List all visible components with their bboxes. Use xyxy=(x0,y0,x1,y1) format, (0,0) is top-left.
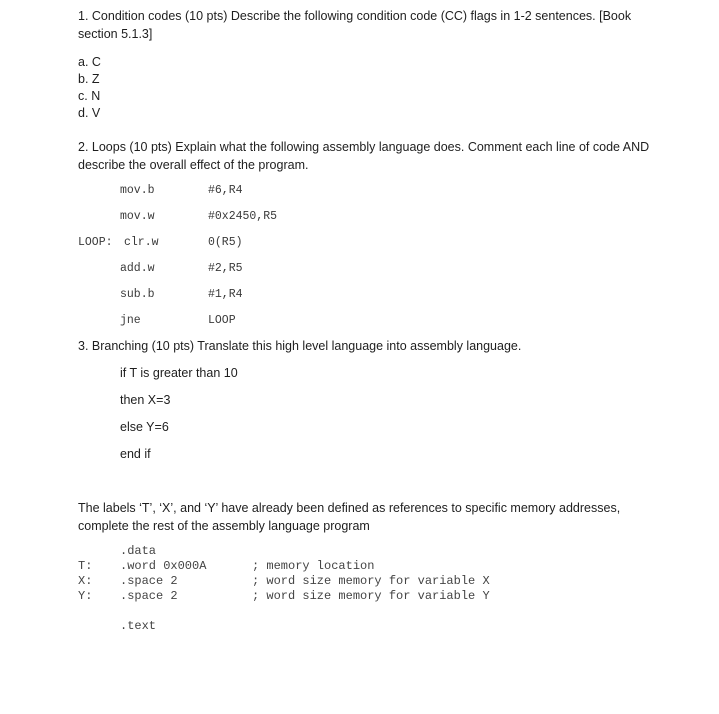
code-arg-3: 0(R5) xyxy=(208,236,243,249)
q1-item-n: c. N xyxy=(78,89,101,103)
code-arg-6: LOOP xyxy=(208,314,236,327)
code-arg-5: #1,R4 xyxy=(208,288,243,301)
data-directive: .data xyxy=(120,544,157,558)
decl-comment-t: ; memory location xyxy=(252,559,375,573)
decl-comment-y: ; word size memory for variable Y xyxy=(252,589,490,603)
decl-label-t: T: xyxy=(78,559,93,573)
code-label-loop: LOOP: xyxy=(78,236,113,249)
q1-heading-line1: 1. Condition codes (10 pts) Describe the following condition code (CC) flags in 1-2 sentences. [Book xyxy=(78,9,632,23)
q3-paragraph-line2: complete the rest of the assembly language program xyxy=(78,519,370,533)
decl-label-x: X: xyxy=(78,574,93,588)
q3-heading: 3. Branching (10 pts) Translate this high level language into assembly language. xyxy=(78,339,522,353)
code-op-5: sub.b xyxy=(120,288,155,301)
pseudo-line-1: if T is greater than 10 xyxy=(120,366,238,380)
q2-heading-line2: describe the overall effect of the program. xyxy=(78,158,309,172)
code-op-2: mov.w xyxy=(120,210,155,223)
code-op-1: mov.b xyxy=(120,184,155,197)
pseudo-line-4: end if xyxy=(120,447,151,461)
code-arg-4: #2,R5 xyxy=(208,262,243,275)
pseudo-line-3: else Y=6 xyxy=(120,420,169,434)
decl-directive-x: .space 2 xyxy=(120,574,178,588)
code-op-4: add.w xyxy=(120,262,155,275)
text-directive: .text xyxy=(120,619,157,633)
decl-directive-t: .word 0x000A xyxy=(120,559,207,573)
code-arg-2: #0x2450,R5 xyxy=(208,210,278,223)
code-arg-1: #6,R4 xyxy=(208,184,243,197)
q2-heading-line1: 2. Loops (10 pts) Explain what the following assembly language does. Comment each line of code AND xyxy=(78,140,650,154)
q1-item-z: b. Z xyxy=(78,72,100,86)
q1-item-c: a. C xyxy=(78,55,101,69)
decl-directive-y: .space 2 xyxy=(120,589,178,603)
code-op-6: jne xyxy=(120,314,141,327)
q1-item-v: d. V xyxy=(78,106,101,120)
q3-paragraph-line1: The labels ‘T’, ‘X’, and ‘Y’ have already been defined as references to specific memory addresses, xyxy=(78,501,621,515)
code-op-3: clr.w xyxy=(124,236,159,249)
decl-label-y: Y: xyxy=(78,589,93,603)
pseudo-line-2: then X=3 xyxy=(120,393,171,407)
decl-comment-x: ; word size memory for variable X xyxy=(252,574,490,588)
q1-heading-line2: section 5.1.3] xyxy=(78,27,153,41)
